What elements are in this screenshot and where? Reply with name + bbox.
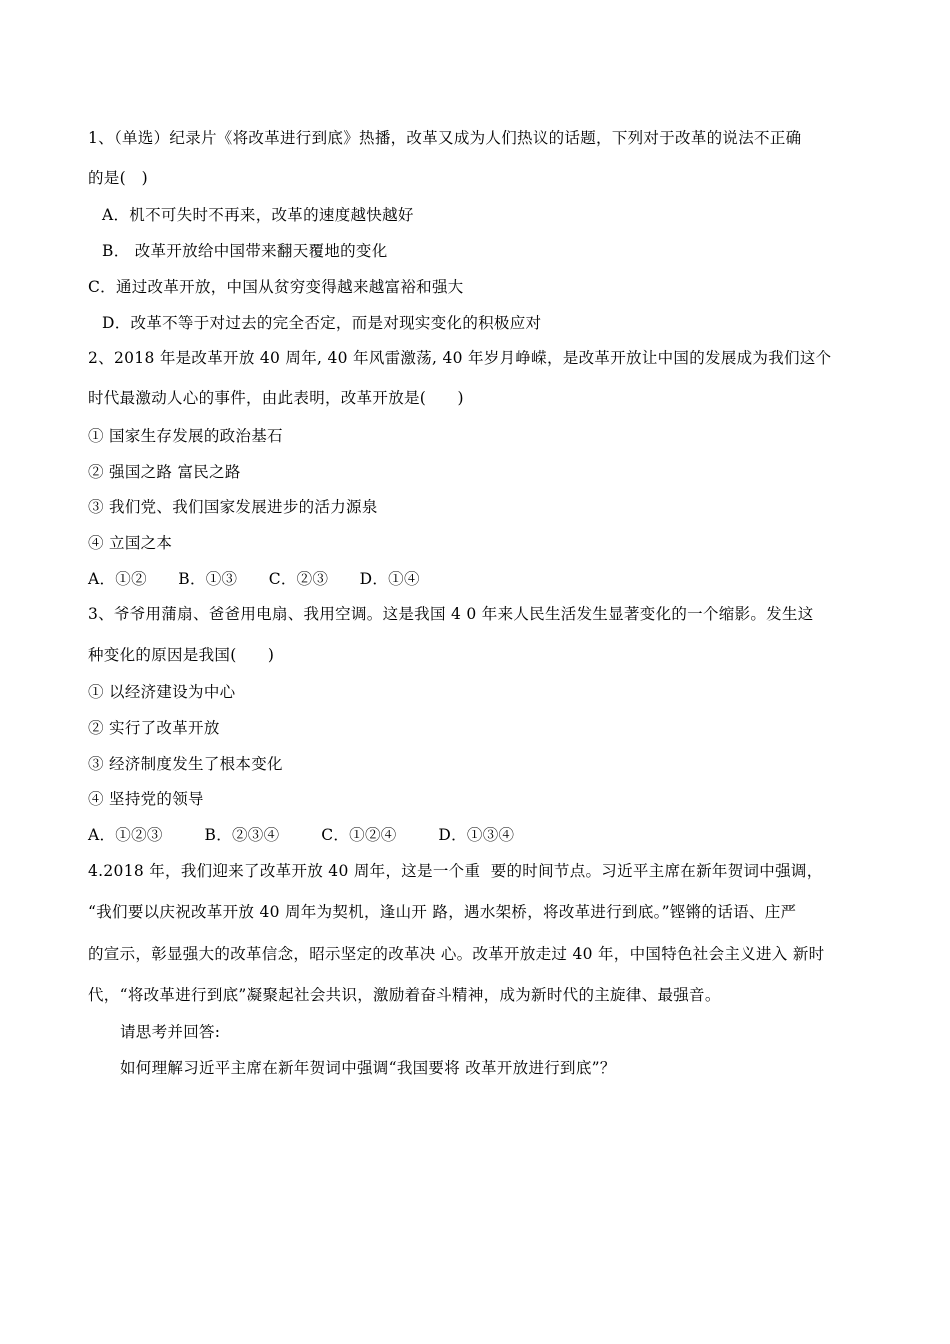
q2-stem-line1: 2、2018 年是改革开放 40 周年, 40 年风雷激荡, 40 年岁月峥嵘，是改革开放让中国的发展成为我们这个	[88, 349, 832, 367]
q4-question: 如何理解习近平主席在新年贺词中强调“我国要将 改革开放进行到底”？	[120, 1059, 616, 1077]
q3-item-3: ③ 经济制度发生了根本变化	[88, 755, 283, 773]
q4-prompt: 请思考并回答:	[120, 1023, 221, 1041]
q1-option-c: C．通过改革开放，中国从贫穷变得越来越富裕和强大	[88, 278, 464, 296]
q4-passage-line1: 4.2018 年，我们迎来了改革开放 40 周年，这是一个重 要的时间节点。习近平主席在新年贺词中强调，	[88, 862, 823, 880]
q3-item-1: ① 以经济建设为中心	[88, 683, 236, 701]
q1-option-a: A．机不可失时不再来，改革的速度越快越好	[102, 206, 414, 224]
q1-option-d: D．改革不等于对过去的完全否定，而是对现实变化的积极应对	[102, 314, 542, 332]
q2-item-3: ③ 我们党、我们国家发展进步的活力源泉	[88, 498, 378, 516]
q2-item-1: ① 国家生存发展的政治基石	[88, 427, 283, 445]
q4-passage-line3: 的宣示，彰显强大的改革信念，昭示坚定的改革决 心。改革开放走过 40 年，中国特色社会主义进入 新时	[88, 945, 825, 963]
q1-stem-line2: 的是( )	[88, 169, 148, 187]
q2-options: A．①② B．①③ C．②③ D．①④	[88, 570, 420, 588]
q3-options: A．①②③ B．②③④ C．①②④ D．①③④	[88, 826, 515, 844]
q1-option-b: B． 改革开放给中国带来翻天覆地的变化	[102, 242, 388, 260]
q4-passage-line4: 代，“将改革进行到底”凝聚起社会共识，激励着奋斗精神，成为新时代的主旋律、最强音。	[88, 986, 721, 1004]
q3-stem-line2: 种变化的原因是我国( )	[88, 646, 275, 664]
q1-stem-line1: 1、（单选）纪录片《将改革进行到底》热播，改革又成为人们热议的话题，下列对于改革的说法不正确	[88, 129, 802, 147]
q2-stem-line2: 时代最激动人心的事件，由此表明，改革开放是( )	[88, 389, 464, 407]
q3-item-4: ④ 坚持党的领导	[88, 790, 204, 808]
q2-item-2: ② 强国之路 富民之路	[88, 463, 241, 481]
q4-passage-line2: “我们要以庆祝改革开放 40 周年为契机，逢山开 路，遇水架桥，将改革进行到底。”铿锵的话语、庄严	[88, 903, 797, 921]
q3-item-2: ② 实行了改革开放	[88, 719, 220, 737]
q3-stem-line1: 3、爷爷用蒲扇、爸爸用电扇、我用空调。这是我国 4 0 年来人民生活发生显著变化的一个缩影。发生这	[88, 605, 814, 623]
q2-item-4: ④ 立国之本	[88, 534, 173, 552]
